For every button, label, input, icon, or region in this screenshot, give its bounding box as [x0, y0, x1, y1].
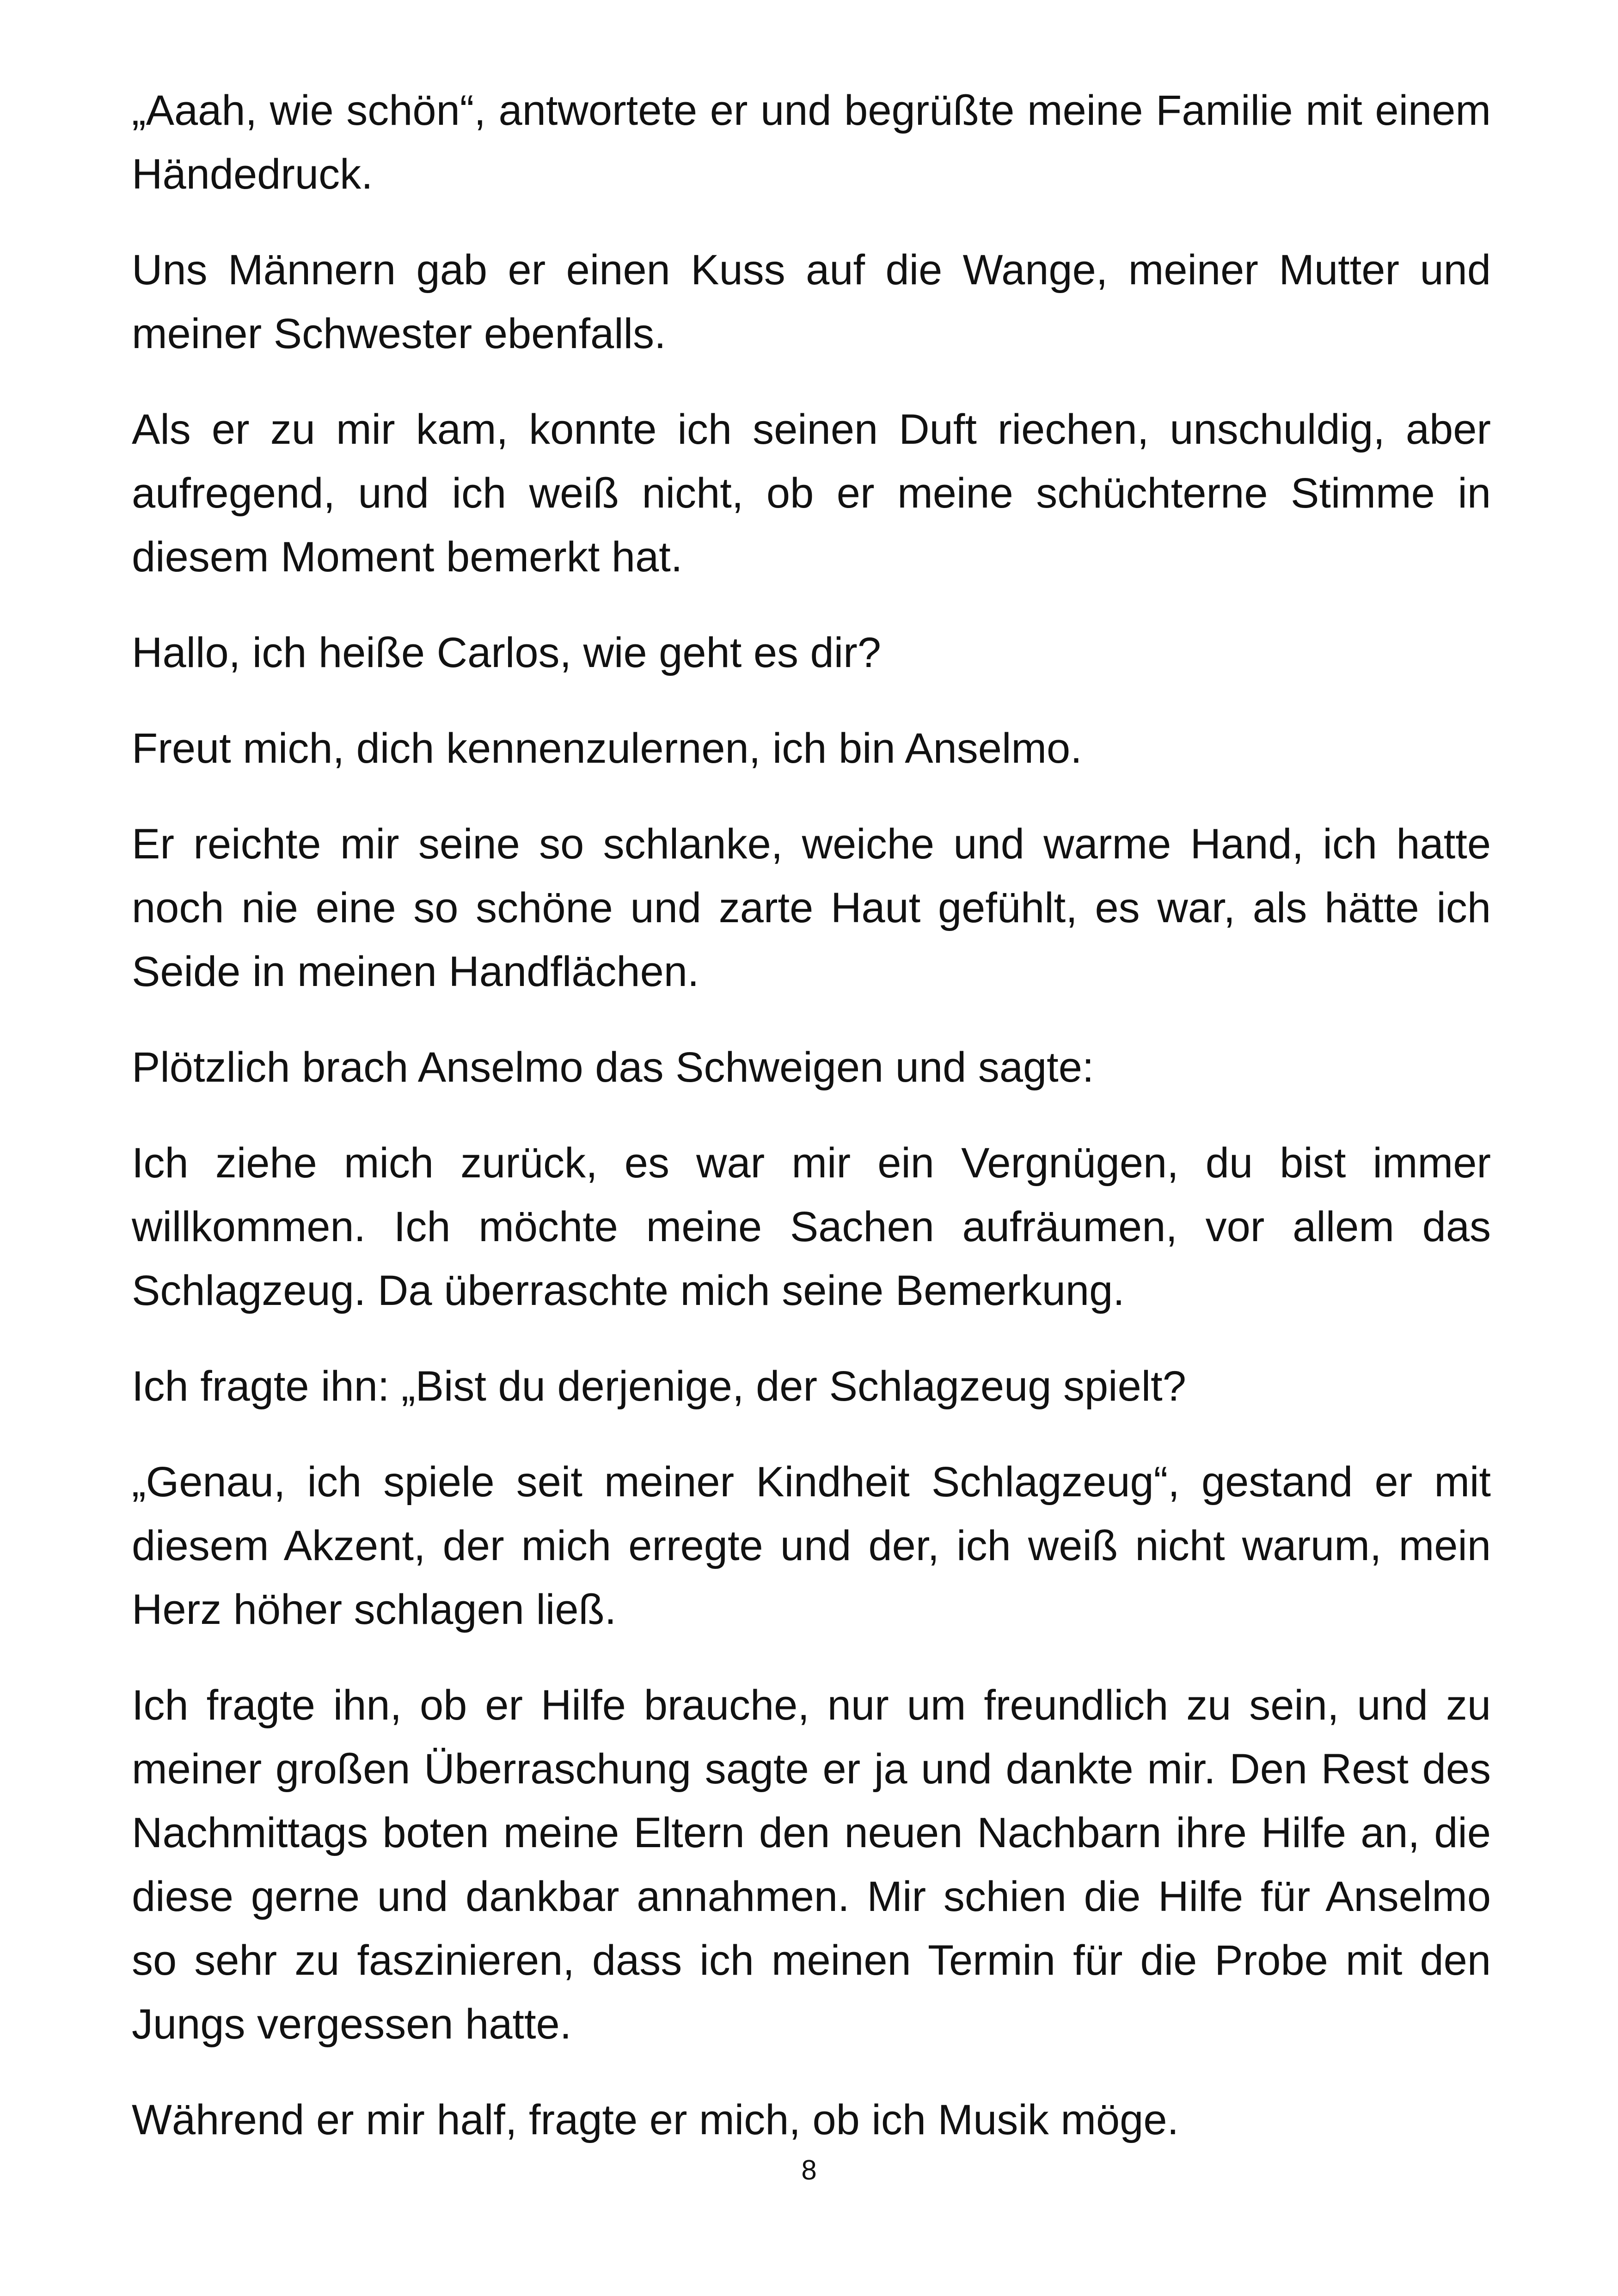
paragraph: Ich fragte ihn, ob er Hilfe brauche, nur um freundlich zu sein, und zu meiner großen Überraschung sagte er ja und dankte mir. Den Rest des Nachmittags boten meine Eltern den neuen Nachbarn ihre Hilfe an, die diese gerne und dankbar annahmen. Mir schien die Hilfe für Anselmo so sehr zu faszinieren, dass ich meinen Termin für die Probe mit den Jungs vergessen hatte. [132, 1682, 1491, 2048]
paragraph: Während er mir half, fragte er mich, ob ich Musik möge. [132, 2096, 1179, 2143]
paragraph: Plötzlich brach Anselmo das Schweigen und sagte: [132, 1044, 1094, 1091]
page-number: 8 [801, 2155, 817, 2186]
paragraph: Hallo, ich heiße Carlos, wie geht es dir? [132, 629, 881, 676]
paragraph: Als er zu mir kam, konnte ich seinen Duft riechen, unschuldig, aber aufregend, und ich weiß nicht, ob er meine schüchterne Stimme in diesem Moment bemerkt hat. [132, 406, 1491, 581]
paragraph: „Genau, ich spiele seit meiner Kindheit Schlagzeug“, gestand er mit diesem Akzent, der mich erregte und der, ich weiß nicht warum, mein Herz höher schlagen ließ. [132, 1458, 1491, 1633]
paragraph: „Aaah, wie schön“, antwortete er und begrüßte meine Familie mit einem Händedruck. [132, 87, 1491, 198]
paragraph: Uns Männern gab er einen Kuss auf die Wange, meiner Mutter und meiner Schwester ebenfalls. [132, 246, 1491, 357]
paragraph: Freut mich, dich kennenzulernen, ich bin Anselmo. [132, 725, 1082, 772]
body-text [132, 79, 1491, 2184]
paragraph: Er reichte mir seine so schlanke, weiche und warme Hand, ich hatte noch nie eine so schöne und zarte Haut gefühlt, es war, als hätte ich Seide in meinen Handflächen. [132, 820, 1491, 995]
paragraph: Ich fragte ihn: „Bist du derjenige, der Schlagzeug spielt? [132, 1363, 1186, 1410]
paragraph: Ich ziehe mich zurück, es war mir ein Vergnügen, du bist immer willkommen. Ich möchte meine Sachen aufräumen, vor allem das Schlagzeug. Da überraschte mich seine Bemerkung. [132, 1139, 1491, 1314]
